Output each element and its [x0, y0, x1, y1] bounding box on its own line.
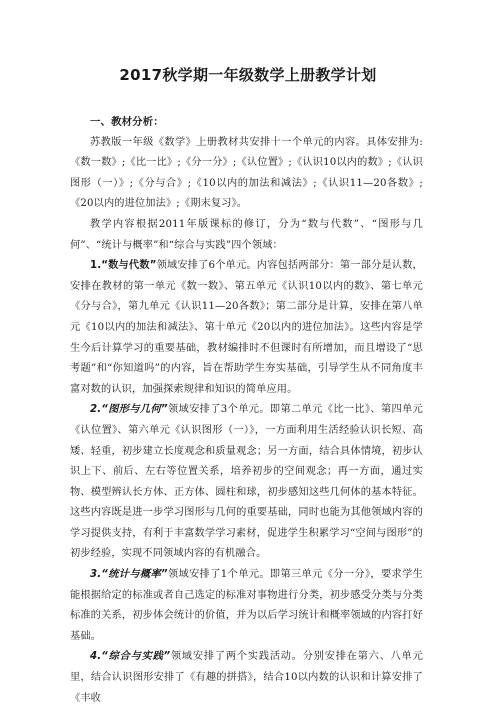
document-body	[70, 112, 423, 709]
paragraph-domains-intro: 教学内容根据2011年版课标的修订，分为“数与代数”、“图形与几何”、“统计与概率”和“综合与实践”四个领域：	[70, 218, 423, 251]
text-statistics: 领域安排了1个单元。即第三单元《分一分》，要求学生能根据给定的标准或者自己选定的标准对事物进行分类，初步感受分类与分类标准的关系，初步体会统计的价值，并为以后学习统计和概率领域的内容打好基础。	[70, 569, 423, 642]
text-geometry: 领域安排了3个单元。即第二单元《比一比》、第四单元《认位置》、第六单元《认识图形（一）》，一方面利用生活经验认识长短、高矮、轻重，初步建立长度观念和质量观念；另一方面，结合具体情境，初步认识上下、前后、左右等位置关系，培养初步的空间观念；再一方面，通过实物、模型辨认长方体、正方体、圆柱和球，初步感知这些几何体的基本特征。这些内容既是进一步学习图形与几何的重要基础，同时也能为其他领域内容的学习提供支持，有利于丰富数学学习素材，促进学生积累学习“空间与图形”的初步经验，实现不同领域内容的有机融合。	[70, 404, 423, 560]
label-statistics: 3.“统计与概率”	[90, 569, 168, 581]
paragraph-textbook-overview: 苏教版一年级《数学》上册教材共安排十一个单元的内容。具体安排为:《数一数》;《比一比》;《分一分》;《认位置》;《认识10以内的数》;《认识图形（一）》;《分与合》;《10以内的加法和减法》;《认识11—20各数》;《20以内的进位加法》;《期末复习》。	[70, 136, 423, 210]
page-title: 2017秋学期一年级数学上册教学计划	[119, 66, 377, 84]
label-number-algebra: 1.“数与代数”	[90, 260, 157, 272]
label-geometry: 2.“图形与几何”	[90, 404, 168, 416]
paragraph-practice	[70, 647, 423, 709]
paragraph-number-algebra	[70, 256, 423, 400]
text-number-algebra: 领域安排了6个单元。内容包括两部分：第一部分是认数，安排在教材的第一单元《数一数》、第五单元《认识10以内的数》、第七单元《分与合》，第九单元《认识11—20各数》；第二部分是计算，安排在第八单元《10以内的加法和减法》、第十单元《20以内的进位加法》。这些内容是学生今后计算学习的重要基础，教材编排时不但课时有所增加，而且增设了“思考题”和“你知道吗”的内容，旨在帮助学生夯实基础，引导学生从不同角度丰富对数的认识，加强探索规律和知识的简单应用。	[70, 260, 423, 395]
section-heading: 一、教材分析：	[90, 116, 164, 128]
paragraph-statistics	[70, 565, 423, 647]
label-practice: 4.“综合与实践”	[90, 651, 171, 663]
text-practice: 领域安排了两个实践活动。分别安排在第六、八单元里，结合认识图形安排了《有趣的拼搭》，结合10以内数的认识和计算安排了《丰收	[70, 651, 423, 704]
paragraph-geometry	[70, 400, 423, 565]
